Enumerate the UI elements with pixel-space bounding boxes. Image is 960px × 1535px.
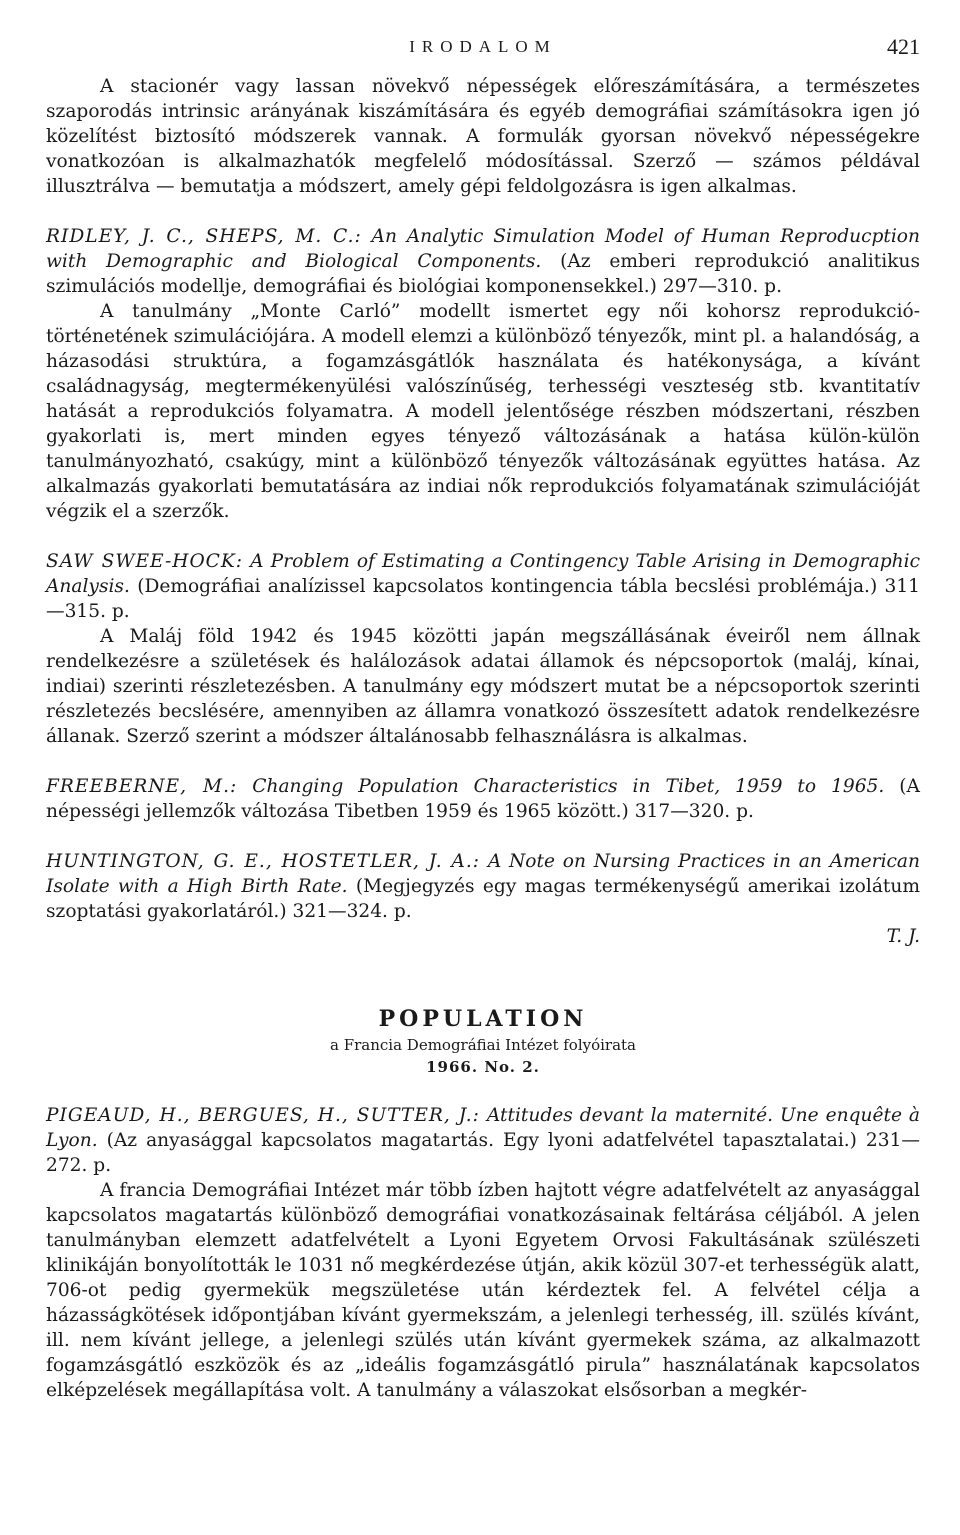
running-head	[46, 34, 920, 74]
ref-details: (A népességi jellemzők változása Tibetben 1959 és 1965 között.) 317—320. p.	[46, 776, 920, 822]
ref-details: (Az emberi reprodukció analitikus szimulációs modellje, demográfiai és biológiai komponensekkel.) 297—310. p.	[46, 251, 920, 297]
ref-title: A Note on Nursing Practices in an American Isolate with a High Birth Rate.	[46, 851, 920, 897]
running-title: IRODALOM	[409, 37, 557, 56]
ref-authors: HUNTINGTON, G. E., HOSTETLER, J. A.:	[46, 851, 481, 872]
ref-title: Changing Population Characteristics in Tibet, 1959 to 1965.	[252, 776, 885, 797]
ref-summary: A tanulmány „Monte Carló” modellt ismertet egy női kohorsz reprodukció-történetének szimulációjára. A modell elemzi a különböző tényezők, mint pl. a halandóság, a házasodási struktúra, a fogamzásgátlók használata és hatékonysága, a kívánt családnagyság, megtermékenyülési valószínűség, terhességi veszteség stb. kvantitatív hatását a reprodukciós folyamatra. A modell jelentősége részben módszertani, részben gyakorlati is, mert minden egyes tényező változásának a hatása külön-külön tanulmányozható, csakúgy, mint a különböző tényezők változásának együttes hatása. Az alkalmazás gyakorlati bemutatására az indiai nők reprodukciós folyamatának szimulációját végzik el a szerzők.	[46, 301, 920, 522]
ref-title: A Problem of Estimating a Contingency Table Arising in Demographic Analysis.	[46, 551, 921, 597]
reference-huntington	[46, 849, 920, 924]
journal-issue: 1966. No. 2.	[426, 1058, 540, 1076]
ref-authors: RIDLEY, J. C., SHEPS, M. C.:	[46, 226, 362, 247]
page-number: 421	[887, 34, 920, 59]
ref-authors: PIGEAUD, H., BERGUES, H., SUTTER, J.:	[46, 1105, 480, 1126]
journal-heading	[46, 1004, 920, 1078]
ref-summary: A Maláj föld 1942 és 1945 közötti japán megszállásának éveiről nem állnak rendelkezésre a születések és halálozások adatai államok és népcsoportok (maláj, kínai, indiai) szerinti részletezésben. A tanulmány egy módszert mutat be a népcsoportok szerinti részletezés becslésére, amennyiben az államra vonatkozó összesített adatok rendelkezésre állanak. Szerző szerint a módszer általánosabb felhasználásra is alkalmas.	[46, 626, 920, 747]
reference-pigeaud	[46, 1103, 920, 1403]
journal-name: POPULATION	[378, 1006, 588, 1032]
ref-summary: A francia Demográfiai Intézet már több ízben hajtott végre adatfelvételt az anyasággal kapcsolatos magatartás különböző demográfiai vonatkozásainak feltárása céljából. A jelen tanulmányban elemzett adatfelvételt a Lyoni Egyetem Orvosi Fakultásának szülészeti klinikáján bonyolították le 1031 nő megkérdezése útján, akik közül 307-et terhességük alatt, 706-ot pedig gyermekük megszületése után kérdeztek fel. A felvétel célja a házasságkötések időpontjában kívánt gyermekszám, a jelenlegi terhesség, ill. szülés kívánt, ill. nem kívánt jellege, a jelenlegi szülés után kívánt gyermekek száma, az alkalmazott fogamzásgátló eszközök és az „ideális fogamzásgátló pirula” használatának kapcsolatos elképzelések megállapítása volt. A tanulmány a válaszokat elsősorban a megkér-	[46, 1180, 921, 1401]
reference-ridley	[46, 224, 920, 524]
ref-title: Attitudes devant la maternité. Une enquête à Lyon.	[46, 1105, 920, 1151]
ref-authors: FREEBERNE, M.:	[46, 776, 238, 797]
reviewer-signature: T. J.	[886, 926, 920, 947]
ref-details: (Demográfiai analízissel kapcsolatos kontingencia tábla becslési problémája.) 311—315. p.	[46, 576, 920, 622]
ref-details: (Az anyasággal kapcsolatos magatartás. Egy lyoni adatfelvétel tapasztalatai.) 231—272. p.	[46, 1130, 920, 1176]
ref-authors: SAW SWEE-HOCK:	[46, 551, 244, 572]
reference-freeberne	[46, 774, 920, 824]
reference-saw	[46, 549, 920, 749]
journal-subtitle: a Francia Demográfiai Intézet folyóirata	[329, 1036, 637, 1054]
intro-paragraph: A stacionér vagy lassan növekvő népességek előreszámítására, a természetes szaporodás intrinsic arányának kiszámítására és egyéb demográfiai számításokra igen jó közelítést biztosító módszerek vannak. A formulák gyorsan növekvő népességekre vonatkozóan is alkalmazhatók megfelelő módosítással. Szerző — számos példával illusztrálva — bemutatja a módszert, amely gépi feldolgozásra is igen alkalmas.	[46, 76, 920, 197]
ref-title: An Analytic Simulation Model of Human Reproducption with Demographic and Biological Components.	[46, 226, 920, 272]
ref-details: (Megjegyzés egy magas termékenységű amerikai izolátum szoptatási gyakorlatáról.) 321—324. p.	[46, 876, 920, 922]
